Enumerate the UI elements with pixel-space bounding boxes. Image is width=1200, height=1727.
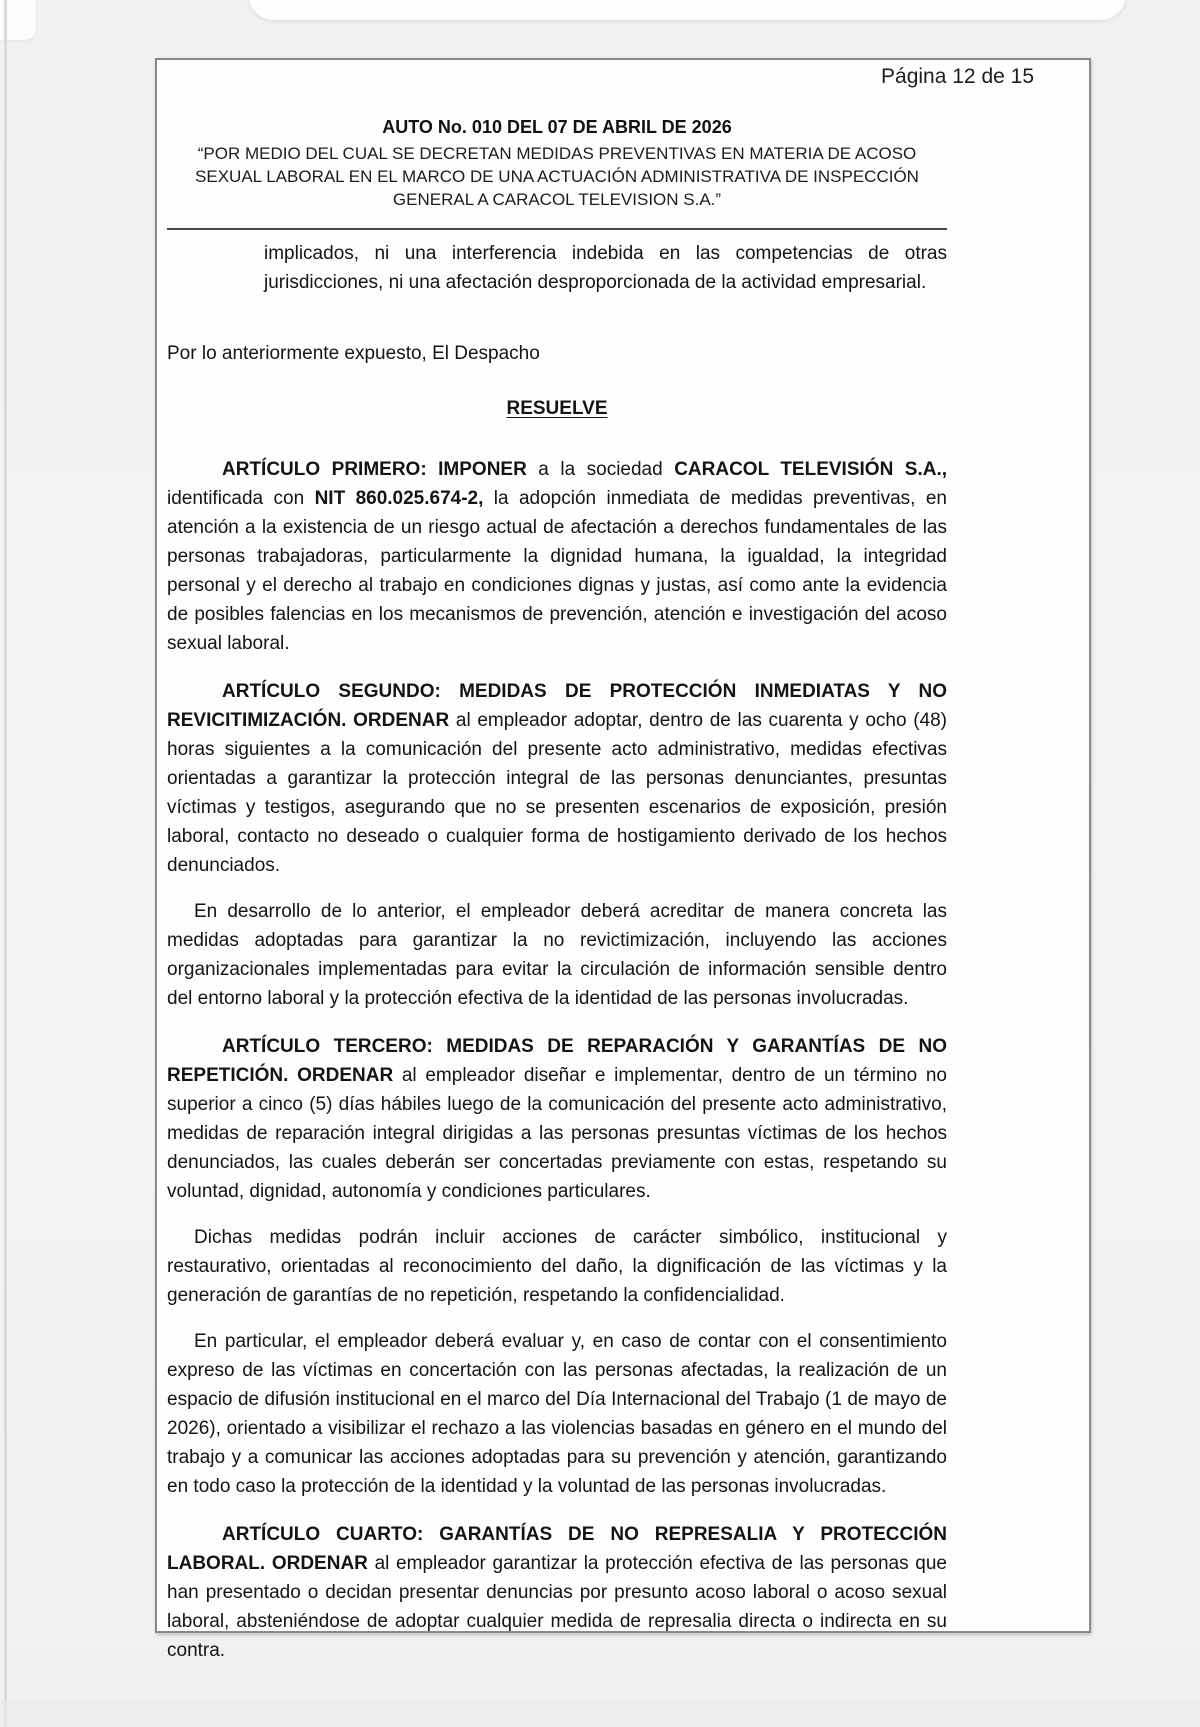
bold-text-run: NIT 860.025.674-2, [314, 488, 484, 509]
document-paragraph [167, 394, 947, 423]
bold-text-run: ARTÍCULO CUARTO: GARANTÍAS DE NO REPRESALIA Y PROTECCIÓN LABORAL. ORDENAR [167, 1524, 947, 1574]
text-run: al empleador adoptar, dentro de las cuarenta y ocho (48) horas siguientes a la comunicación del presente acto administrativo, medidas efectivas orientadas a garantizar la protección integral de las personas denunciantes, presuntas víctimas y testigos, asegurando que no se presenten escenarios de exposición, presión laboral, contacto no deseado o cualquier forma de hostigamiento derivado de los hechos denunciados. [167, 710, 947, 876]
left-edge-line [4, 0, 7, 1727]
background-card-top [248, 0, 1126, 20]
document-paragraph [264, 239, 947, 297]
header-separator [167, 228, 947, 230]
bold-text-run: ARTÍCULO SEGUNDO: MEDIDAS DE PROTECCIÓN INMEDIATAS Y NO REVICITIMIZACIÓN. ORDENAR [167, 681, 947, 731]
document-paragraph [167, 1223, 947, 1310]
background-bottom-strip [0, 1701, 1200, 1727]
document-paragraph [167, 1032, 947, 1206]
text-run: Por lo anteriormente expuesto, El Despacho [167, 343, 540, 364]
document-paragraph [167, 1327, 947, 1501]
document-paragraph [167, 1520, 947, 1665]
document-title: AUTO No. 010 DEL 07 DE ABRIL DE 2026 [382, 117, 732, 137]
document-paragraph [167, 339, 947, 368]
document-body [167, 239, 947, 1665]
content-area [167, 116, 947, 1665]
text-run: al empleador garantizar la protección efectiva de las personas que han presentado o decidan presentar denuncias por presunto acoso laboral o acoso sexual laboral, absteniéndose de adoptar cualquier medida de represalia directa o indirecta en su contra. [167, 1553, 947, 1661]
bold-text-run: CARACOL TELEVISIÓN S.A., [674, 459, 948, 480]
text-run: la adopción inmediata de medidas preventivas, en atención a la existencia de un riesgo actual de afectación a derechos fundamentales de las personas trabajadoras, particularmente la dignidad humana, la igualdad, la integridad personal y el derecho al trabajo en condiciones dignas y justas, así como ante la evidencia de posibles falencias en los mecanismos de prevención, atención e investigación del acoso sexual laboral. [167, 488, 947, 654]
document-paragraph [167, 677, 947, 880]
document-paragraph [167, 897, 947, 1013]
text-run: implicados, ni una interferencia indebida en las competencias de otras jurisdicciones, ni una afectación desproporcionada de la actividad empresarial. [264, 243, 947, 293]
document-paragraph [167, 455, 947, 658]
text-run: RESUELVE [506, 398, 608, 419]
text-run: identificada con [167, 488, 315, 509]
text-run: En desarrollo de lo anterior, el empleador deberá acreditar de manera concreta las medidas adoptadas para garantizar la no revictimización, incluyendo las acciones organizacionales implementadas para evitar la circulación de información sensible dentro del entorno laboral y la protección efectiva de la identidad de las personas involucradas. [167, 901, 947, 1009]
bold-text-run: ARTÍCULO PRIMERO: IMPONER [222, 459, 527, 480]
text-run: Dichas medidas podrán incluir acciones de carácter simbólico, institucional y restaurativo, orientadas al reconocimiento del daño, la dignificación de las víctimas y la generación de garantías de no repetición, respetando la confidencialidad. [167, 1227, 947, 1306]
document-page [155, 58, 1091, 1661]
text-run: a la sociedad [526, 459, 675, 480]
bold-text-run: ARTÍCULO TERCERO: MEDIDAS DE REPARACIÓN Y GARANTÍAS DE NO REPETICIÓN. ORDENAR [167, 1036, 947, 1086]
document-subtitle: “POR MEDIO DEL CUAL SE DECRETAN MEDIDAS PREVENTIVAS EN MATERIA DE ACOSO SEXUAL LABORAL EN EL MARCO DE UNA ACTUACIÓN ADMINISTRATIVA DE INSPECCIÓN GENERAL A CARACOL TELEVISION S.A.” [195, 144, 919, 209]
text-run: En particular, el empleador deberá evaluar y, en caso de contar con el consentimiento expreso de las víctimas en concertación con las personas afectadas, la realización de un espacio de difusión institucional en el marco del Día Internacional del Trabajo (1 de mayo de 2026), orientado a visibilizar el rechazo a las violencias basadas en género en el mundo del trabajo y a comunicar las acciones adoptadas para su prevención y atención, garantizando en todo caso la protección de la identidad y la voluntad de las personas involucradas. [167, 1331, 947, 1497]
text-run: al empleador diseñar e implementar, dentro de un término no superior a cinco (5) días hábiles luego de la comunicación del presente acto administrativo, medidas de reparación integral dirigidas a las personas presuntas víctimas de los hechos denunciados, las cuales deberán ser concertadas previamente con estas, respetando su voluntad, dignidad, autonomía y condiciones particulares. [167, 1065, 947, 1202]
page-number: Página 12 de 15 [881, 65, 1034, 88]
